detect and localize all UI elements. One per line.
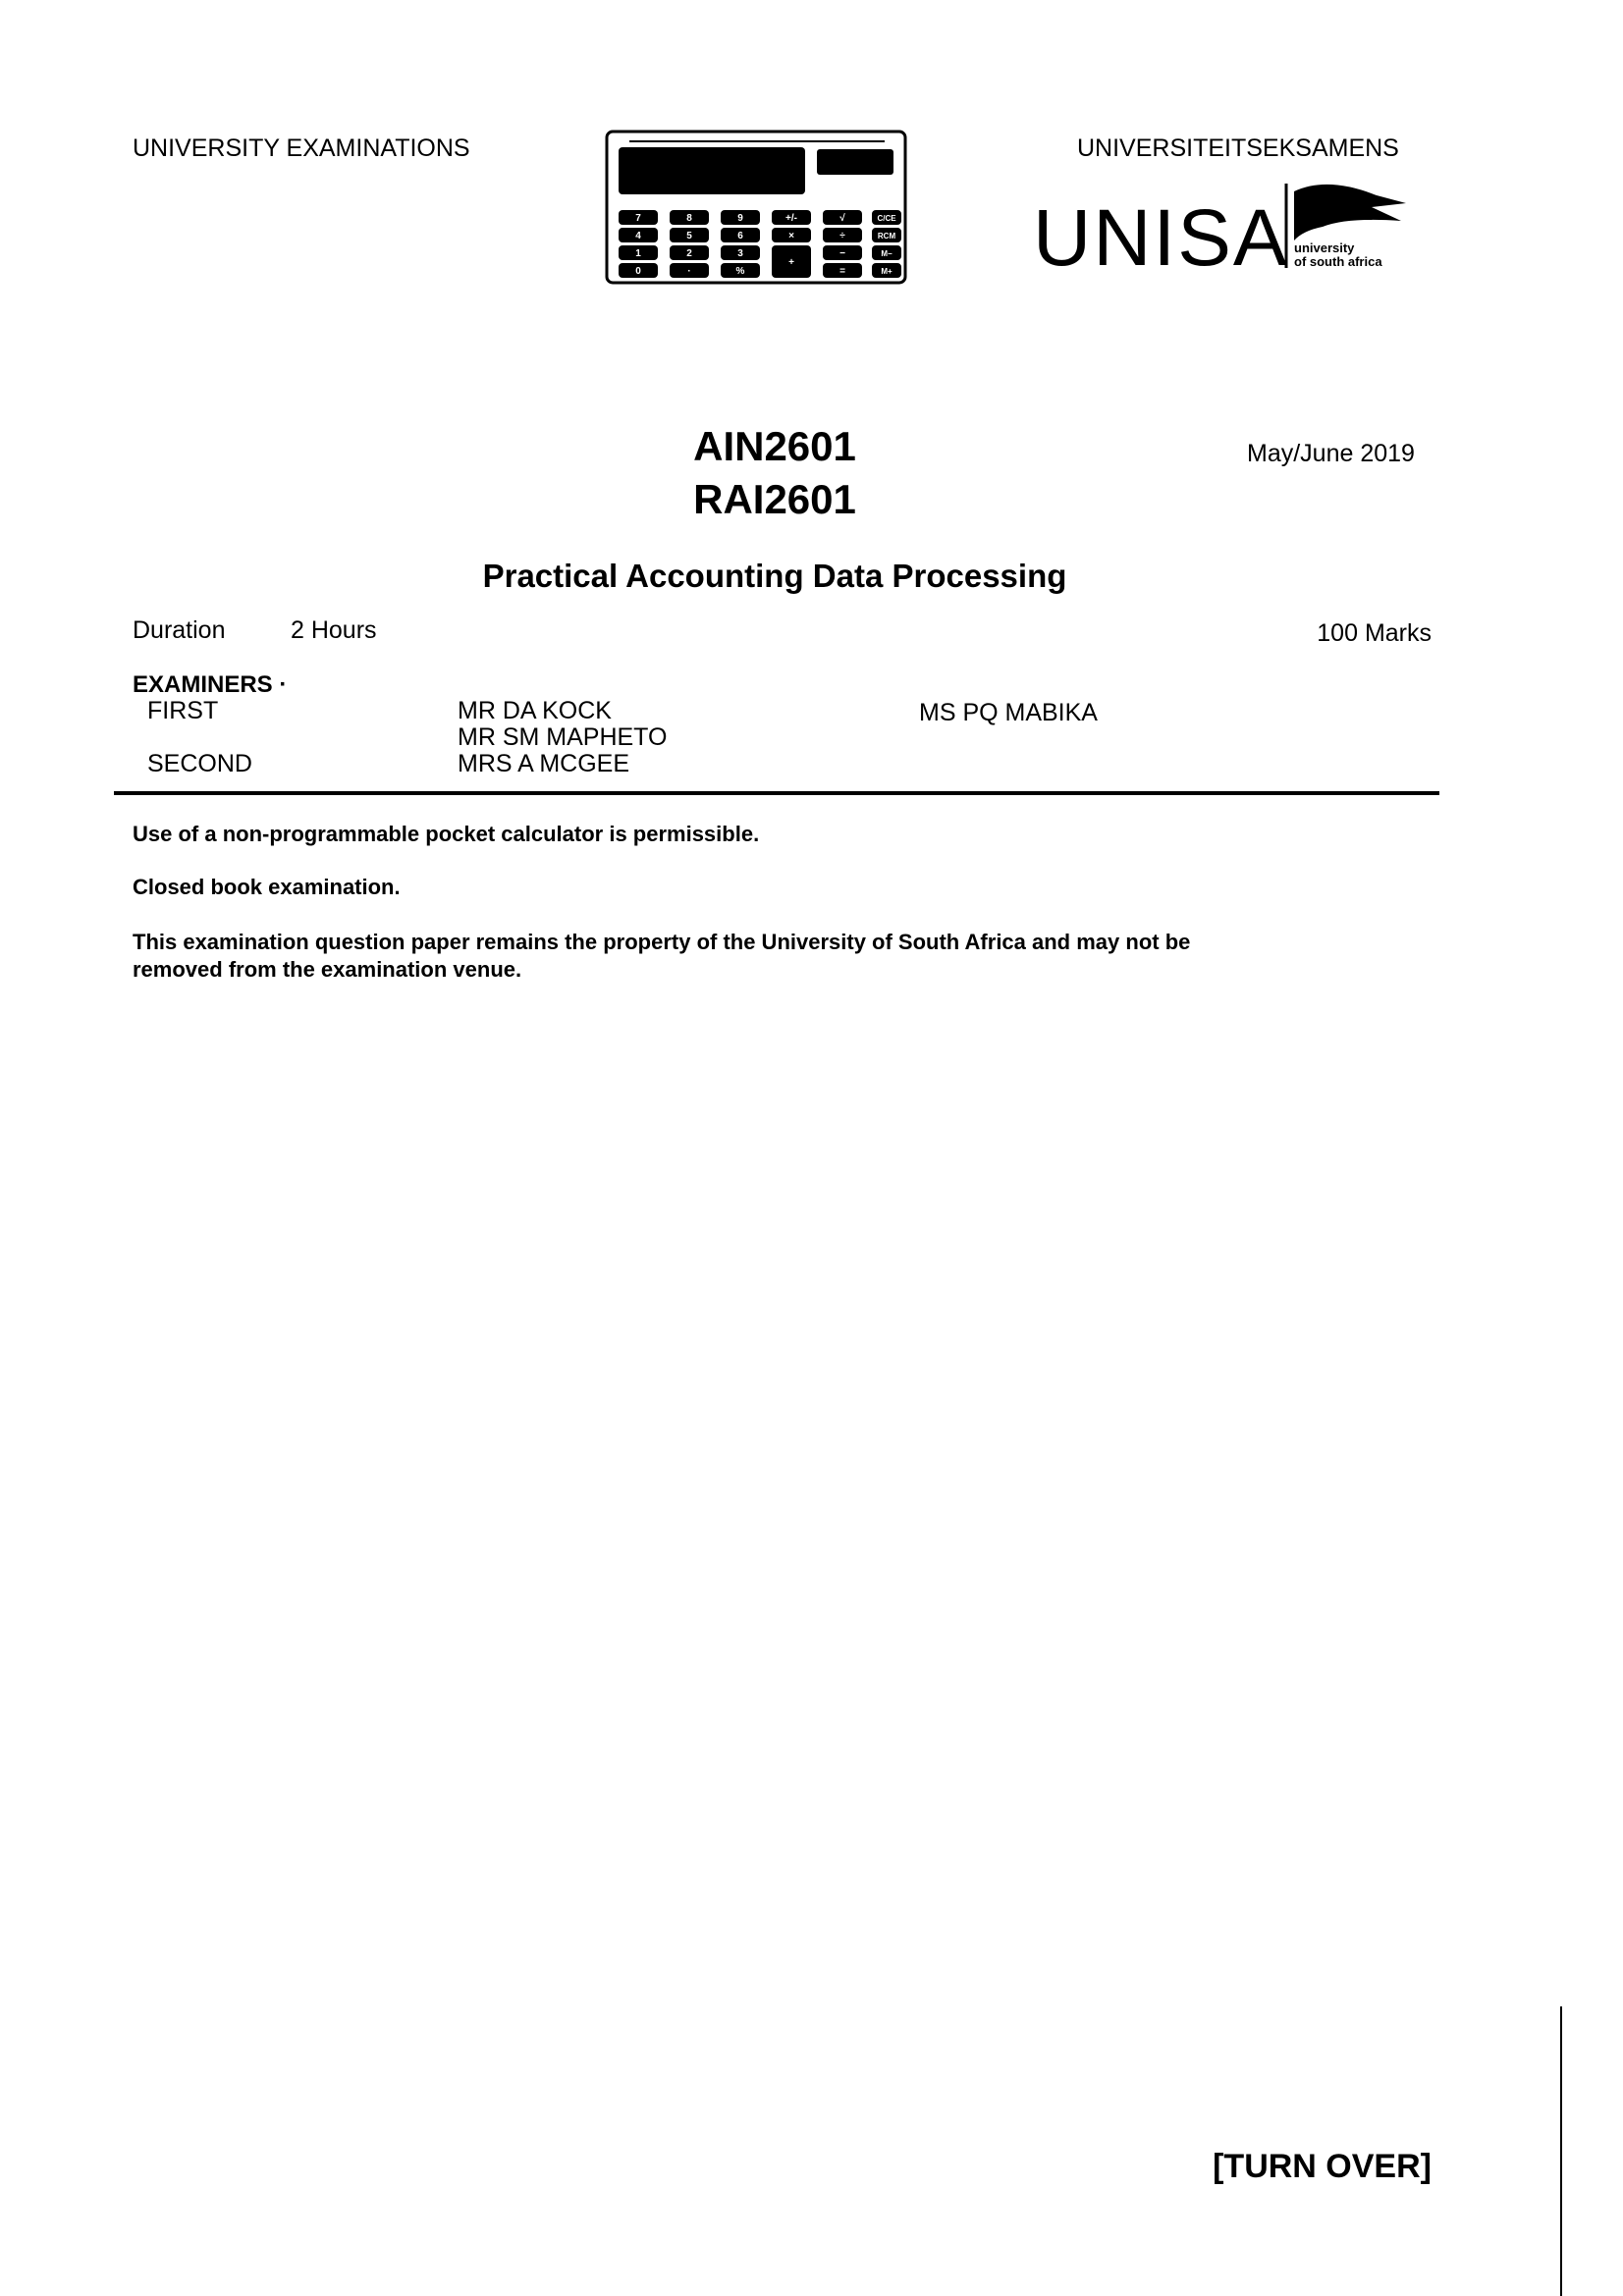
calculator-display bbox=[619, 147, 805, 194]
calculator-key-label: 5 bbox=[686, 231, 692, 241]
calculator-key-label: + bbox=[788, 257, 794, 268]
universiteitseksamens-heading: UNIVERSITEITSEKSAMENS bbox=[1077, 134, 1399, 162]
calculator-key-label: − bbox=[839, 248, 845, 259]
calculator-key-label: 1 bbox=[635, 248, 641, 259]
calculator-key-label: 3 bbox=[737, 248, 743, 259]
calculator-key-label: × bbox=[788, 231, 794, 241]
calculator-key-label: C/CE bbox=[877, 214, 896, 223]
calculator-key-label: 0 bbox=[635, 266, 641, 277]
unisa-subtitle-line2: of south africa bbox=[1294, 254, 1382, 269]
calculator-key-label: % bbox=[735, 266, 745, 277]
calculator-key-label: 7 bbox=[635, 213, 641, 224]
examiners-heading: EXAMINERS · bbox=[133, 671, 288, 698]
instruction-closed-book: Closed book examination. bbox=[133, 875, 401, 899]
calculator-key-label: ÷ bbox=[839, 231, 845, 241]
calculator-key-label: √ bbox=[839, 213, 845, 224]
calculator-key-label: M+ bbox=[881, 267, 893, 276]
unisa-subtitle-line1: university bbox=[1294, 240, 1355, 255]
unisa-flag-icon bbox=[1294, 185, 1406, 240]
calculator-icon bbox=[605, 130, 907, 285]
first-examiner: MR SM MAPHETO bbox=[458, 723, 668, 751]
calculator-key-label: 2 bbox=[686, 248, 692, 259]
calculator-key-label: 4 bbox=[635, 231, 641, 241]
calculator-key-label: 6 bbox=[737, 231, 743, 241]
calculator-key-label: 8 bbox=[686, 213, 692, 224]
calculator-solar-panel bbox=[817, 149, 893, 175]
header-divider bbox=[114, 791, 1439, 795]
calculator-key-label: · bbox=[687, 266, 691, 277]
first-examiner: MR DA KOCK bbox=[458, 697, 612, 724]
instruction-property: This examination question paper remains the property of the University of South Africa and may not be bbox=[133, 930, 1191, 954]
instruction-property-cont: removed from the examination venue. bbox=[133, 957, 522, 982]
second-examiners-label: SECOND bbox=[147, 750, 252, 777]
calculator-key-label: M− bbox=[881, 249, 893, 258]
exam-title: Practical Accounting Data Processing bbox=[482, 558, 1067, 594]
calculator-key-label: = bbox=[839, 266, 845, 277]
course-code-1: AIN2601 bbox=[693, 423, 856, 469]
first-examiner: MS PQ MABIKA bbox=[919, 699, 1098, 726]
unisa-wordmark: UNISA bbox=[1033, 193, 1289, 275]
unisa-logo bbox=[1033, 182, 1416, 275]
scan-edge-line bbox=[1560, 2006, 1562, 2296]
university-examinations-heading: UNIVERSITY EXAMINATIONS bbox=[133, 134, 470, 162]
turn-over-label: [TURN OVER] bbox=[1213, 2148, 1432, 2185]
total-marks: 100 Marks bbox=[1317, 619, 1432, 647]
second-examiner: MRS A MCGEE bbox=[458, 750, 630, 777]
calculator-key-label: 9 bbox=[737, 213, 743, 224]
calculator-key-label: +/- bbox=[785, 213, 797, 224]
duration-value: 2 Hours bbox=[291, 616, 377, 644]
calculator-key-label: RCM bbox=[877, 232, 896, 240]
course-code-2: RAI2601 bbox=[693, 476, 856, 522]
exam-session: May/June 2019 bbox=[1247, 440, 1415, 467]
duration-label: Duration bbox=[133, 616, 226, 644]
instruction-calculator: Use of a non-programmable pocket calculator is permissible. bbox=[133, 822, 760, 846]
first-examiners-label: FIRST bbox=[147, 697, 219, 724]
